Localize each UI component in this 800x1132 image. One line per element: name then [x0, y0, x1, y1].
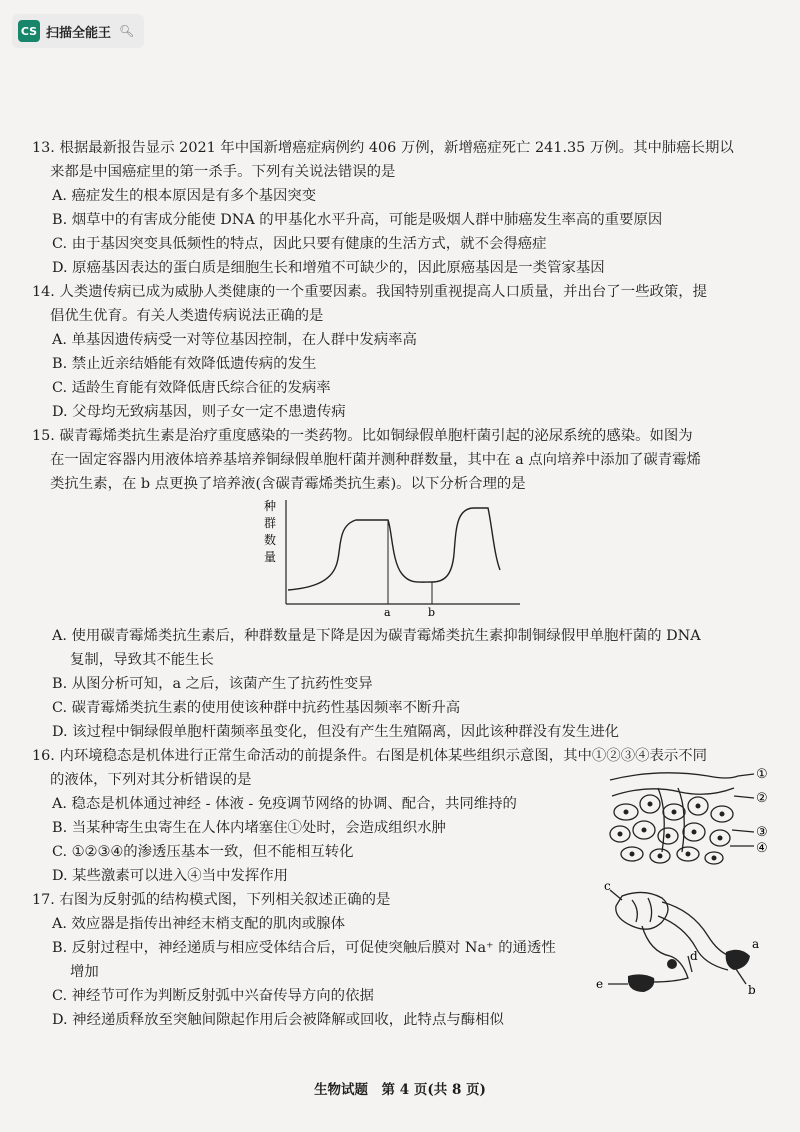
y-label-char-1: 种	[264, 499, 277, 513]
q15-option-a-line1: A. 使用碳青霉烯类抗生素后，种群数量是下降是因为碳青霉烯类抗生素抑制铜绿假甲单胞杆菌的 DNA	[52, 628, 701, 644]
label-a: a	[752, 937, 760, 951]
effector-muscle	[628, 974, 654, 992]
q15-stem-line1: 15. 碳青霉烯类抗生素是治疗重度感染的一类药物。比如铜绿假单胞杆菌引起的泌尿系统的感染。如图为	[32, 428, 693, 444]
q15-option-b: B. 从图分析可知，a 之后，该菌产生了抗药性变异	[52, 676, 373, 692]
q13-option-d: D. 原癌基因表达的蛋白质是细胞生长和增殖不可缺少的，因此原癌基因是一类管家基因	[52, 260, 605, 276]
point-a-label: a	[384, 606, 391, 619]
camscanner-logo: CS	[18, 20, 40, 42]
q16-option-d: D. 某些激素可以进入④当中发挥作用	[52, 868, 289, 884]
leader-line-3	[732, 830, 754, 832]
q14-stem-line1: 14. 人类遗传病已成为威胁人类健康的一个重要因素。我国特别重视提高人口质量，并出台了一些政策，提	[32, 284, 708, 300]
reflex-arc-diagram	[592, 882, 768, 998]
q14-option-d: D. 父母均无致病基因，则子女一定不患遗传病	[52, 404, 346, 420]
q16-stem-line1: 16. 内环境稳态是机体进行正常生命活动的前提条件。右图是机体某些组织示意图，其中①②③④表示不同	[32, 748, 708, 764]
question-17	[32, 882, 774, 1032]
q13-option-a: A. 癌症发生的根本原因是有多个基因突变	[52, 188, 317, 204]
q15-option-a	[32, 624, 774, 672]
question-13	[32, 136, 774, 280]
search-icon[interactable]: 🔍︎	[119, 24, 135, 38]
question-14	[32, 280, 774, 424]
q15-population-graph	[32, 496, 774, 624]
tissue-diagram	[598, 762, 774, 866]
efferent-nerve	[642, 926, 688, 982]
q15-option-a-line2: 复制，导致其不能生长	[70, 652, 214, 668]
q13-stem-line2: 来都是中国癌症里的第一杀手。下列有关说法错误的是	[50, 164, 396, 180]
question-15	[32, 424, 774, 744]
lymph-vessel	[678, 788, 684, 852]
q16-option-c: C. ①②③④的渗透压基本一致，但不能相互转化	[52, 844, 354, 860]
q17-option-c: C. 神经节可作为判断反射弧中兴奋传导方向的依据	[52, 988, 374, 1004]
app-badge[interactable]	[12, 14, 144, 48]
label-3: ③	[756, 825, 768, 840]
q17-option-b	[32, 936, 612, 984]
q17-option-a: A. 效应器是指传出神经末梢支配的肌肉或腺体	[52, 916, 345, 932]
capillary-top-edge	[610, 773, 738, 780]
page-footer: 生物试题 第 4 页(共 8 页)	[314, 1082, 486, 1098]
q16-option-a: A. 稳态是机体通过神经 - 体液 - 免疫调节网络的协调、配合，共同维持的	[52, 796, 517, 812]
spinal-cord-section	[616, 892, 668, 929]
y-label-char-4: 量	[264, 550, 277, 564]
capillary-lower-edge	[612, 788, 734, 796]
q14-option-b: B. 禁止近亲结婚能有效降低遗传病的发生	[52, 356, 317, 372]
q13-option-c: C. 由于基因突变具低频性的特点，因此只要有健康的生活方式，就不会得癌症	[52, 236, 547, 252]
q14-option-a: A. 单基因遗传病受一对等位基因控制，在人群中发病率高	[52, 332, 417, 348]
q14-stem-line2: 倡优生优育。有关人类遗传病说法正确的是	[50, 308, 324, 324]
leader-line-2	[734, 796, 754, 798]
q17-option-b-line2: 增加	[70, 964, 99, 980]
q17-option-b-line1: B. 反射过程中，神经递质与相应受体结合后，可促使突触后膜对 Na⁺ 的通透性	[52, 940, 556, 956]
exam-page-content	[32, 136, 774, 1032]
label-4: ④	[756, 841, 768, 856]
q17-option-d: D. 神经递质释放至突触间隙起作用后会被降解或回收，此特点与酶相似	[52, 1012, 504, 1028]
q13-option-b: B. 烟草中的有害成分能使 DNA 的甲基化水平升高，可能是吸烟人群中肺癌发生率高的重要原因	[52, 212, 663, 228]
q15-stem-line2: 在一固定容器内用液体培养基培养铜绿假单胞杆菌并测种群数量，其中在 a 点向培养中添加了碳青霉烯	[50, 452, 701, 468]
y-label-char-2: 群	[264, 516, 277, 530]
app-name: 扫描全能王	[46, 25, 112, 41]
label-b: b	[748, 983, 756, 997]
label-1: ①	[756, 767, 768, 782]
question-16	[32, 744, 774, 888]
label-e: e	[596, 977, 604, 991]
q14-option-c: C. 适龄生育能有效降低唐氏综合征的发病率	[52, 380, 331, 396]
grey-matter	[648, 898, 652, 922]
label-d: d	[690, 949, 698, 963]
grey-matter	[632, 900, 637, 922]
point-b-label: b	[428, 606, 436, 619]
population-curve	[288, 508, 500, 590]
label-2: ②	[756, 791, 768, 806]
population-curve-svg	[264, 496, 524, 620]
q17-stem: 17. 右图为反射弧的结构模式图，下列相关叙述正确的是	[32, 892, 391, 908]
q15-option-c: C. 碳青霉烯类抗生素的使用使该种群中抗药性基因频率不断升高	[52, 700, 461, 716]
q15-stem-line3: 类抗生素，在 b 点更换了培养液(含碳青霉烯类抗生素)。以下分析合理的是	[50, 476, 526, 492]
y-label-char-3: 数	[264, 533, 277, 547]
q15-option-d: D. 该过程中铜绿假单胞杆菌频率虽变化，但没有产生生殖隔离，因此该种群没有发生进化	[52, 724, 620, 740]
q16-stem-line2: 的液体，下列对其分析错误的是	[50, 772, 252, 788]
ganglion	[667, 959, 677, 969]
receptor	[726, 950, 750, 970]
q16-option-b: B. 当某种寄生虫寄生在人体内堵塞住①处时，会造成组织水肿	[52, 820, 446, 836]
q13-stem-line1: 13. 根据最新报告显示 2021 年中国新增癌症病例约 406 万例，新增癌症死亡 241.35 万例。其中肺癌长期以	[32, 140, 734, 156]
leader-line-1	[738, 774, 754, 776]
pointer-c	[610, 890, 622, 900]
label-c: c	[604, 882, 611, 893]
